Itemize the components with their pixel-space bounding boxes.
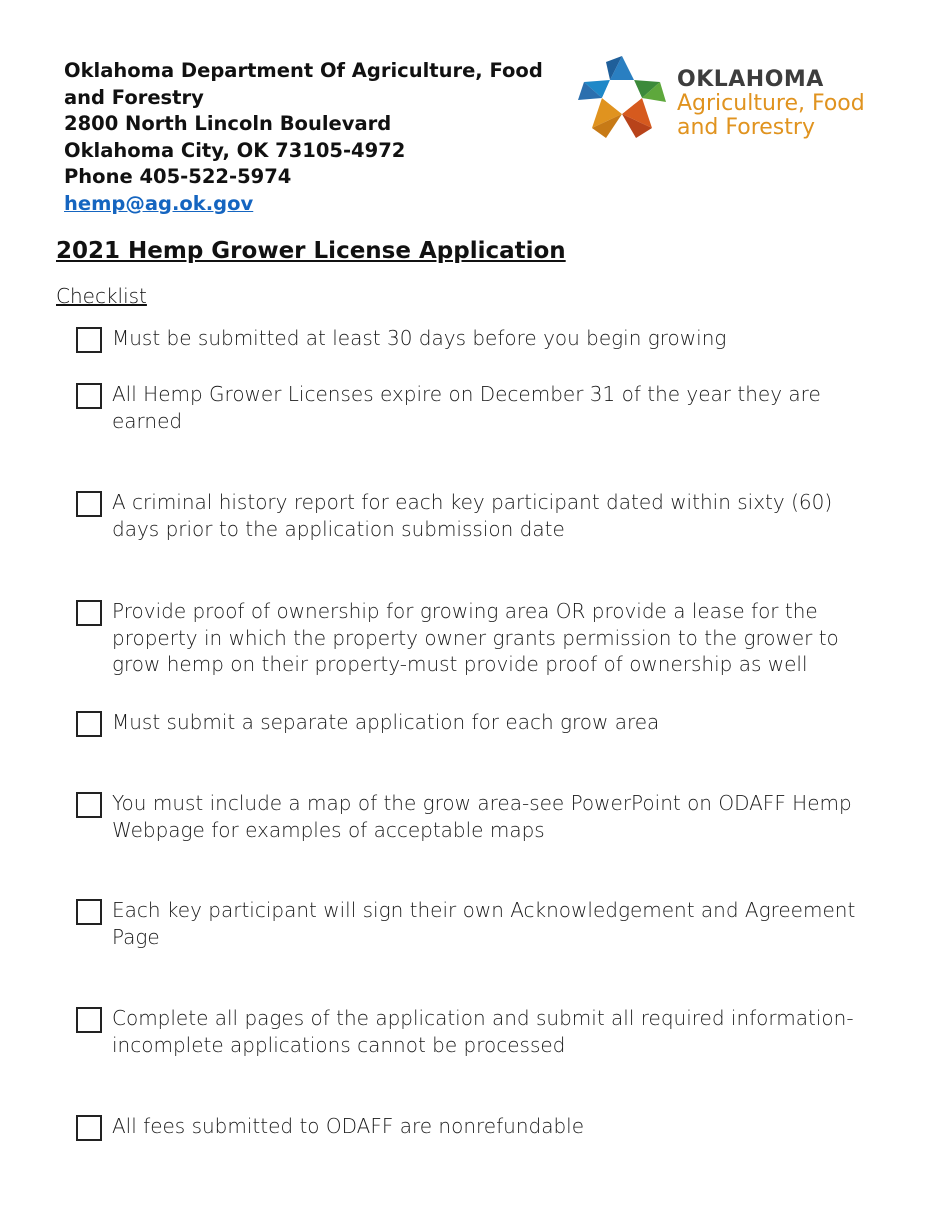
checklist-item-text: Must submit a separate application for each grow area <box>112 710 660 734</box>
agency-address: 2800 North Lincoln Boulevard <box>64 112 392 135</box>
star-logo-icon <box>576 52 668 144</box>
checkbox[interactable] <box>76 1115 102 1141</box>
logo-line3: and Forestry <box>677 115 815 140</box>
checkbox[interactable] <box>76 899 102 925</box>
agency-city: Oklahoma City, OK 73105-4972 <box>64 138 406 162</box>
page-title: 2021 Hemp Grower License Application <box>56 238 566 264</box>
checklist-item-text: Each key participant will sign their own Acknowledgement and Agreement Page <box>112 898 856 949</box>
agency-phone: Phone 405-522-5974 <box>64 165 292 188</box>
agency-contact-block <box>64 58 564 217</box>
checklist-item-text: Provide proof of ownership for growing area OR provide a lease for the property in which the property owner grants permission to the grower to grow hemp on their property-must provide proof of ownership as well <box>112 599 839 677</box>
checklist-item-text: Complete all pages of the application and submit all required information-incomplete applications cannot be processed <box>112 1006 854 1057</box>
checklist-item-text: All Hemp Grower Licenses expire on December 31 of the year they are earned <box>112 382 821 433</box>
checkbox[interactable] <box>76 1007 102 1033</box>
agency-name-line1: Oklahoma Department Of Agriculture, Food <box>64 59 543 82</box>
logo-line2: Agriculture, Food <box>677 91 865 116</box>
checkbox[interactable] <box>76 711 102 737</box>
logo-wordmark <box>677 68 865 140</box>
checkbox[interactable] <box>76 792 102 818</box>
checkbox[interactable] <box>76 491 102 517</box>
agency-name-line2: and Forestry <box>64 85 204 109</box>
checklist-item-text: You must include a map of the grow area-see PowerPoint on ODAFF Hemp Webpage for examples of acceptable maps <box>112 791 852 842</box>
checkbox[interactable] <box>76 600 102 626</box>
checklist-item-text: Must be submitted at least 30 days before you begin growing <box>112 326 727 350</box>
checklist-item-text: A criminal history report for each key participant dated within sixty (60) days prior to the application submission date <box>112 490 833 541</box>
checklist-heading: Checklist <box>56 284 147 308</box>
checkbox[interactable] <box>76 327 102 353</box>
checkbox[interactable] <box>76 383 102 409</box>
odaff-logo <box>576 52 896 147</box>
email-link[interactable]: hemp@ag.ok.gov <box>64 191 254 215</box>
logo-line1: OKLAHOMA <box>677 67 824 92</box>
checklist-item-text: All fees submitted to ODAFF are nonrefundable <box>112 1114 585 1138</box>
